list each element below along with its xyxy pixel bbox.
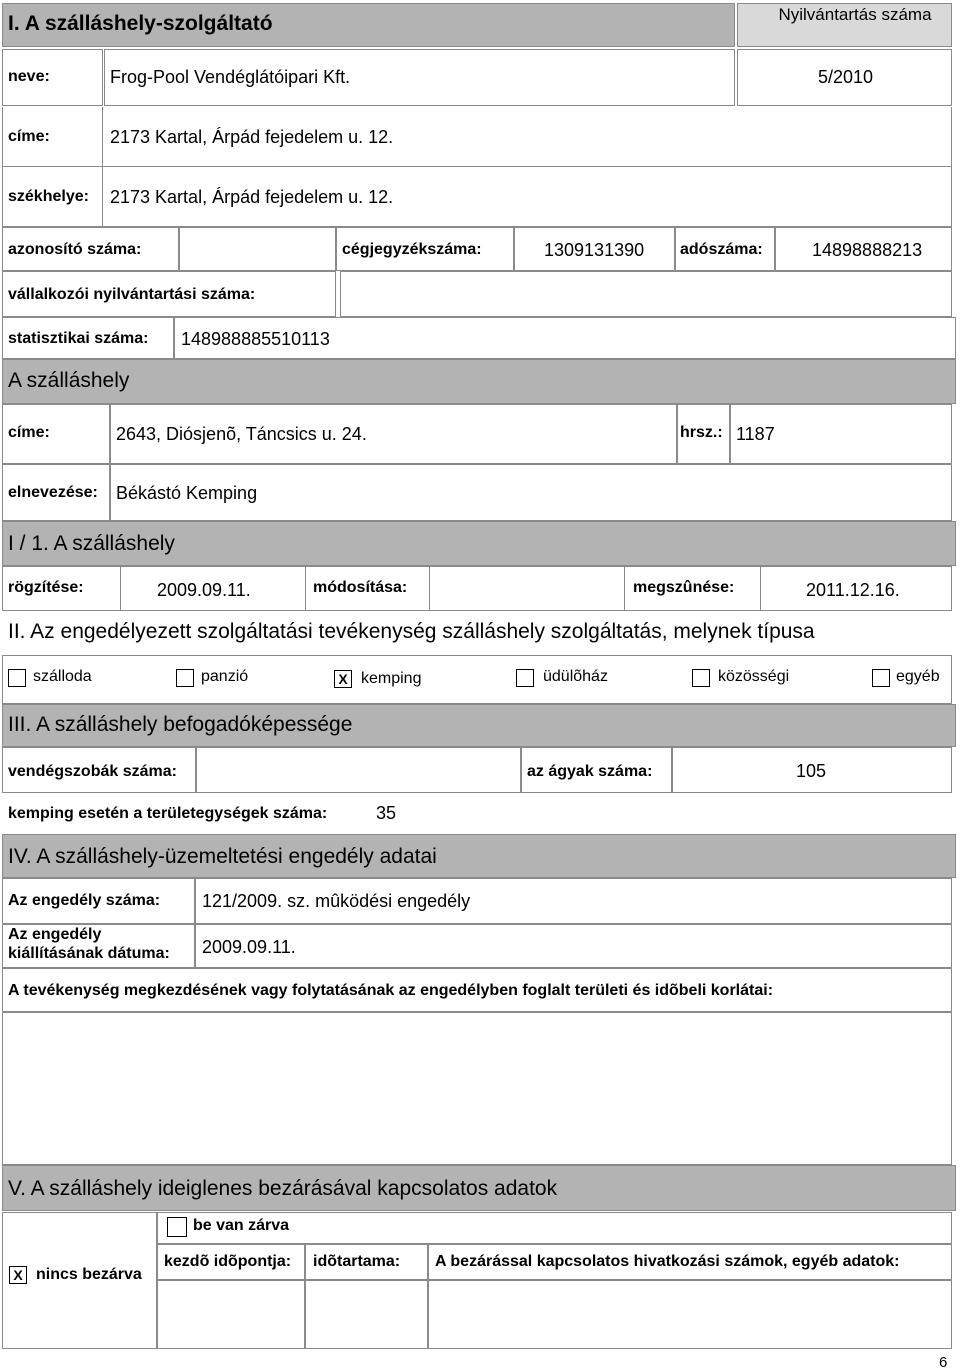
units-label: kemping esetén a területegységek száma: — [8, 805, 328, 822]
page-number: 6 — [939, 1354, 948, 1371]
refs-label: A bezárással kapcsolatos hivatkozási számok, egyéb adatok: — [435, 1253, 900, 1270]
recorded-value: 2009.09.11. — [157, 580, 251, 600]
section2-options-row — [2, 655, 952, 704]
not-closed-label: nincs bezárva — [36, 1266, 142, 1283]
acc-address-label: címe: — [8, 424, 50, 441]
address-value: 2173 Kartal, Árpád fejedelem u. 12. — [110, 127, 394, 147]
refs-value-cell — [428, 1280, 952, 1349]
accommodation-header — [2, 359, 956, 404]
option-label-kemping: kemping — [361, 670, 422, 687]
registration-number-value: 5/2010 — [818, 67, 874, 87]
section2-title: II. Az engedélyezett szolgáltatási tevékenység szálláshely szolgáltatás, melynek típusa — [8, 620, 815, 643]
id-value-cell — [179, 227, 336, 271]
company-reg-label: cégjegyzékszáma: — [342, 241, 482, 258]
option-label-panzio: panzió — [201, 668, 249, 685]
permit-date-label-2: kiállításának dátuma: — [8, 945, 170, 962]
address-label: címe: — [8, 128, 50, 145]
ended-value: 2011.12.16. — [806, 580, 900, 600]
acc-address-value: 2643, Diósjenõ, Táncsics u. 24. — [116, 424, 367, 444]
permit-date-label-1: Az engedély — [8, 926, 102, 943]
option-label-egyeb: egyéb — [896, 668, 940, 685]
stat-label: statisztikai száma: — [8, 330, 149, 347]
ended-label: megszûnése: — [633, 579, 735, 596]
name-label: neve: — [8, 68, 50, 85]
stat-value: 148988885510113 — [181, 329, 330, 349]
accommodation-title: A szálláshely — [8, 369, 130, 392]
closed-label: be van zárva — [193, 1217, 290, 1234]
seat-value: 2173 Kartal, Árpád fejedelem u. 12. — [110, 187, 394, 207]
rooms-value-cell — [196, 747, 521, 793]
checkbox-closed[interactable] — [167, 1217, 187, 1237]
permit-no-value: 121/2009. sz. mûködési engedély — [202, 891, 471, 911]
modified-value-cell — [429, 566, 625, 611]
acc-name-label: elnevezése: — [8, 484, 98, 501]
checkbox-kozossegi[interactable] — [692, 669, 710, 687]
option-label-kozossegi: közösségi — [718, 668, 790, 685]
tax-label: adószáma: — [680, 241, 763, 258]
hrsz-value: 1187 — [736, 424, 775, 444]
checkbox-not-closed[interactable]: X — [9, 1266, 27, 1284]
option-label-szalloda: szálloda — [33, 668, 92, 685]
beds-value: 105 — [796, 761, 827, 781]
acc-name-value: Békástó Kemping — [116, 483, 258, 503]
limits-label: A tevékenység megkezdésének vagy folytatásának az engedélyben foglalt területi és idõbeli korlátai: — [8, 982, 774, 999]
id-label: azonosító száma: — [8, 241, 142, 258]
checkbox-kemping[interactable]: X — [334, 670, 352, 688]
section1-title: I. A szálláshely-szolgáltató — [8, 12, 273, 35]
rooms-label: vendégszobák száma: — [8, 763, 177, 780]
recorded-label: rögzítése: — [8, 579, 84, 596]
entrepreneur-value-cell — [340, 271, 952, 317]
beds-label: az ágyak száma: — [527, 763, 653, 780]
registration-number-label: Nyilvántartás száma — [778, 5, 932, 24]
checkbox-szalloda[interactable] — [8, 669, 26, 687]
entrepreneur-label: vállalkozói nyilvántartási száma: — [8, 286, 256, 303]
checkbox-egyeb[interactable] — [872, 669, 890, 687]
start-value-cell — [157, 1280, 305, 1349]
section4-title: IV. A szálláshely-üzemeltetési engedély adatai — [8, 845, 437, 868]
company-reg-value: 1309131390 — [544, 240, 645, 260]
tax-value: 14898888213 — [812, 240, 923, 260]
units-value: 35 — [376, 803, 397, 823]
checkbox-udulohaz[interactable] — [516, 669, 534, 687]
permit-date-value: 2009.09.11. — [202, 937, 296, 957]
permit-no-label: Az engedély száma: — [8, 892, 161, 909]
hrsz-label: hrsz.: — [680, 424, 723, 441]
section5-title: V. A szálláshely ideiglenes bezárásával kapcsolatos adatok — [8, 1177, 558, 1200]
name-value: Frog-Pool Vendéglátóipari Kft. — [110, 67, 351, 87]
duration-value-cell — [305, 1280, 428, 1349]
section3-title: III. A szálláshely befogadóképessége — [8, 713, 353, 736]
start-label: kezdõ idõpontja: — [164, 1253, 292, 1270]
limits-value-area — [2, 1012, 952, 1165]
duration-label: idõtartama: — [313, 1253, 401, 1270]
seat-label: székhelye: — [8, 188, 89, 205]
permit-date-value-cell — [195, 924, 952, 968]
option-label-udulohaz: üdülõház — [543, 668, 608, 685]
section1-1-title: I / 1. A szálláshely — [8, 532, 175, 555]
modified-label: módosítása: — [313, 579, 408, 596]
checkbox-panzio[interactable] — [176, 669, 194, 687]
